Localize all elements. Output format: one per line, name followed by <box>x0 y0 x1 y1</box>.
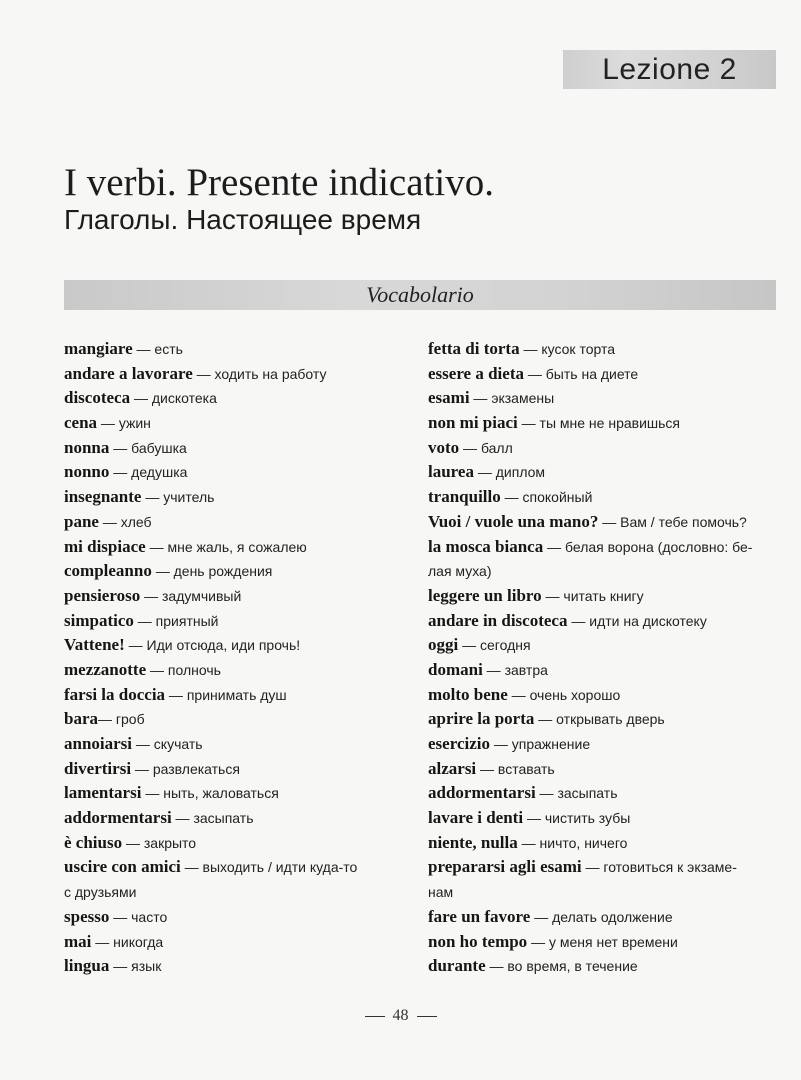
vocab-entry <box>428 386 778 411</box>
vocab-definition: — во время, в течение <box>485 958 638 975</box>
footer-dash-right <box>417 1016 437 1017</box>
vocab-entry <box>64 683 394 708</box>
vocab-entry <box>64 510 394 535</box>
vocab-entry <box>64 584 394 609</box>
vocab-definition: — скучать <box>132 736 203 752</box>
vocab-definition: — мне жаль, я сожалею <box>145 538 307 555</box>
vocab-definition: — учитель <box>141 489 215 506</box>
vocab-term: pensieroso <box>64 585 141 605</box>
vocab-term: spesso <box>64 906 110 926</box>
vocab-entry <box>428 683 778 708</box>
vocab-definition: — у меня нет времени <box>527 933 678 950</box>
vocab-entry <box>428 880 778 905</box>
vocab-term: lavare i denti <box>428 808 524 828</box>
vocab-term: tranquillo <box>428 487 501 507</box>
vocab-term: mangiare <box>64 339 133 358</box>
vocab-entry <box>428 905 778 930</box>
vocab-term: esami <box>428 388 470 408</box>
vocab-term: compleanno <box>64 561 152 581</box>
vocab-entry <box>428 485 778 510</box>
vocab-entry <box>428 411 778 436</box>
vocab-definition: лая муха) <box>428 563 492 580</box>
vocab-term: cena <box>64 413 98 433</box>
vocab-definition: — делать одолжение <box>530 908 673 925</box>
vocab-term: fetta di torta <box>428 339 520 358</box>
vocab-term: uscire con amici <box>64 857 181 877</box>
vocab-term: Vattene! <box>64 635 125 655</box>
vocab-entry <box>64 880 394 905</box>
vocab-column-left <box>64 337 394 979</box>
vocab-term: andare a lavorare <box>64 363 193 383</box>
vocab-term: prepararsi agli esami <box>428 857 582 877</box>
vocab-definition: — диплом <box>473 464 546 481</box>
section-label: Vocabolario <box>366 282 474 307</box>
vocab-entry <box>64 535 394 560</box>
vocab-entry <box>428 831 778 856</box>
vocab-entry <box>428 757 778 782</box>
vocab-definition: — принимать душ <box>165 686 287 703</box>
vocab-entry <box>64 781 394 806</box>
vocab-entry <box>64 757 394 782</box>
vocab-definition: — идти на дискотеку <box>567 612 707 629</box>
vocab-entry <box>428 806 778 831</box>
vocab-definition: — кусок торта <box>519 341 616 357</box>
vocab-term: durante <box>428 956 486 976</box>
vocab-term: discoteca <box>64 388 131 408</box>
vocab-definition: — выходить / идти куда-то <box>180 859 358 876</box>
vocab-definition: — вставать <box>476 760 555 777</box>
vocab-entry <box>64 633 394 658</box>
vocab-definition: — ничто, ничего <box>517 834 628 851</box>
vocab-entry <box>428 658 778 683</box>
vocab-entry <box>64 337 394 362</box>
vocab-definition: с друзьями <box>64 884 137 901</box>
vocab-entry <box>428 535 778 560</box>
vocab-term: mi dispiace <box>64 536 146 556</box>
vocab-column-right <box>428 337 778 979</box>
vocab-definition: — гроб <box>98 711 145 728</box>
vocab-term: farsi la doccia <box>64 684 166 704</box>
vocabulary-section-header <box>64 280 776 310</box>
vocab-definition: — язык <box>109 958 162 975</box>
vocab-definition: — сегодня <box>458 637 531 654</box>
vocab-entry <box>428 707 778 732</box>
vocab-term: nonno <box>64 462 110 482</box>
vocab-term: essere a dieta <box>428 363 524 383</box>
vocab-definition: — Вам / тебе помочь? <box>598 513 747 530</box>
vocab-term: addormentarsi <box>64 808 172 828</box>
vocab-entry <box>64 658 394 683</box>
vocab-entry <box>64 732 394 757</box>
page-title-italian: I verbi. Presente indicativo. <box>64 161 494 204</box>
vocab-term: oggi <box>428 635 459 655</box>
vocab-entry <box>64 609 394 634</box>
vocab-definition: — ныть, жаловаться <box>141 785 279 802</box>
vocab-term: mai <box>64 931 92 951</box>
vocab-entry <box>64 362 394 387</box>
vocab-definition: — засыпать <box>171 810 254 827</box>
vocab-entry <box>64 485 394 510</box>
vocab-term: lamentarsi <box>64 783 142 803</box>
vocab-definition: — балл <box>459 439 513 456</box>
vocab-term: molto bene <box>428 684 508 704</box>
vocab-definition: — ходить на работу <box>192 365 327 382</box>
vocab-term: voto <box>428 437 460 457</box>
vocab-definition: — ужин <box>97 415 151 432</box>
vocab-entry <box>64 460 394 485</box>
page-number: 48 <box>392 1007 409 1024</box>
vocab-term: insegnante <box>64 487 142 507</box>
vocab-definition: — день рождения <box>151 563 273 580</box>
vocab-entry <box>428 436 778 461</box>
vocab-term: mezzanotte <box>64 659 147 679</box>
vocab-entry <box>428 855 778 880</box>
vocab-entry <box>64 806 394 831</box>
vocab-definition: — полночь <box>146 661 221 678</box>
vocab-entry <box>64 954 394 979</box>
vocab-definition: — бабушка <box>109 439 187 456</box>
vocab-term: la mosca bianca <box>428 536 544 556</box>
vocab-entry <box>428 954 778 979</box>
vocab-definition: нам <box>428 884 454 901</box>
vocab-definition: — открывать дверь <box>534 711 665 728</box>
vocab-entry <box>64 930 394 955</box>
vocab-entry <box>64 855 394 880</box>
vocab-definition: — задумчивый <box>140 587 242 604</box>
vocab-entry <box>64 559 394 584</box>
page-footer <box>0 1007 801 1025</box>
vocab-term: alzarsi <box>428 758 477 778</box>
vocab-term: domani <box>428 659 483 679</box>
vocab-definition: — спокойный <box>500 489 593 506</box>
vocab-definition: — ты мне не нравишься <box>517 415 681 432</box>
vocab-term: bara <box>64 709 98 729</box>
vocab-term: non ho tempo <box>428 931 528 951</box>
vocab-term: annoiarsi <box>64 734 133 753</box>
vocab-term: è chiuso <box>64 832 123 852</box>
vocab-entry <box>428 362 778 387</box>
vocab-entry <box>428 781 778 806</box>
vocab-entry <box>428 584 778 609</box>
vocab-entry <box>428 633 778 658</box>
vocab-term: non mi piaci <box>428 413 518 433</box>
vocab-term: aprire la porta <box>428 709 535 729</box>
vocab-term: Vuoi / vuole una mano? <box>428 511 599 531</box>
vocab-term: pane <box>64 511 99 531</box>
vocab-term: esercizio <box>428 734 490 753</box>
lesson-label: Lezione 2 <box>602 52 737 86</box>
vocab-term: divertirsi <box>64 758 132 778</box>
page-title-russian: Глаголы. Настоящее время <box>64 204 422 235</box>
vocab-term: nonna <box>64 437 110 457</box>
vocab-entry <box>428 609 778 634</box>
vocab-definition: — быть на диете <box>524 365 639 382</box>
vocab-entry <box>428 559 778 584</box>
vocab-term: fare un favore <box>428 906 531 926</box>
vocab-definition: — закрыто <box>122 834 197 851</box>
vocab-term: laurea <box>428 462 474 482</box>
vocab-definition: — упражнение <box>489 736 591 752</box>
vocab-term: lingua <box>64 956 110 976</box>
vocab-definition: — завтра <box>482 661 548 678</box>
vocab-definition: — Иди отсюда, иди прочь! <box>124 637 301 654</box>
vocab-entry <box>64 386 394 411</box>
vocab-term: andare in discoteca <box>428 610 568 630</box>
vocab-entry <box>64 831 394 856</box>
vocab-entry <box>64 905 394 930</box>
vocab-term: simpatico <box>64 610 134 630</box>
footer-dash-left <box>365 1016 385 1017</box>
vocab-entry <box>64 436 394 461</box>
vocab-entry <box>428 337 778 362</box>
vocab-definition: — развлекаться <box>131 760 240 777</box>
vocab-definition: — никогда <box>91 933 164 950</box>
vocab-definition: — часто <box>109 908 168 925</box>
vocab-definition: — экзамены <box>469 390 555 407</box>
vocab-entry <box>428 460 778 485</box>
vocab-definition: — готовиться к экзаме- <box>581 859 737 876</box>
vocab-definition: — очень хорошо <box>507 686 621 703</box>
vocab-definition: — дедушка <box>109 464 188 481</box>
vocab-term: leggere un libro <box>428 585 542 605</box>
vocab-definition: — приятный <box>133 612 219 629</box>
vocab-definition: — чистить зубы <box>523 810 631 827</box>
vocab-entry <box>428 510 778 535</box>
vocab-definition: — есть <box>132 341 183 357</box>
vocab-definition: — засыпать <box>535 785 618 802</box>
vocab-definition: — дискотека <box>130 390 217 407</box>
vocab-entry <box>64 411 394 436</box>
vocab-entry <box>64 707 394 732</box>
vocab-entry <box>428 732 778 757</box>
vocab-term: niente, nulla <box>428 832 518 852</box>
vocab-definition: — хлеб <box>98 513 152 530</box>
vocab-term: addormentarsi <box>428 783 536 803</box>
vocab-definition: — читать книгу <box>541 587 644 604</box>
vocab-entry <box>428 930 778 955</box>
vocab-definition: — белая ворона (дословно: бе- <box>543 538 753 555</box>
lesson-tab <box>563 50 776 89</box>
